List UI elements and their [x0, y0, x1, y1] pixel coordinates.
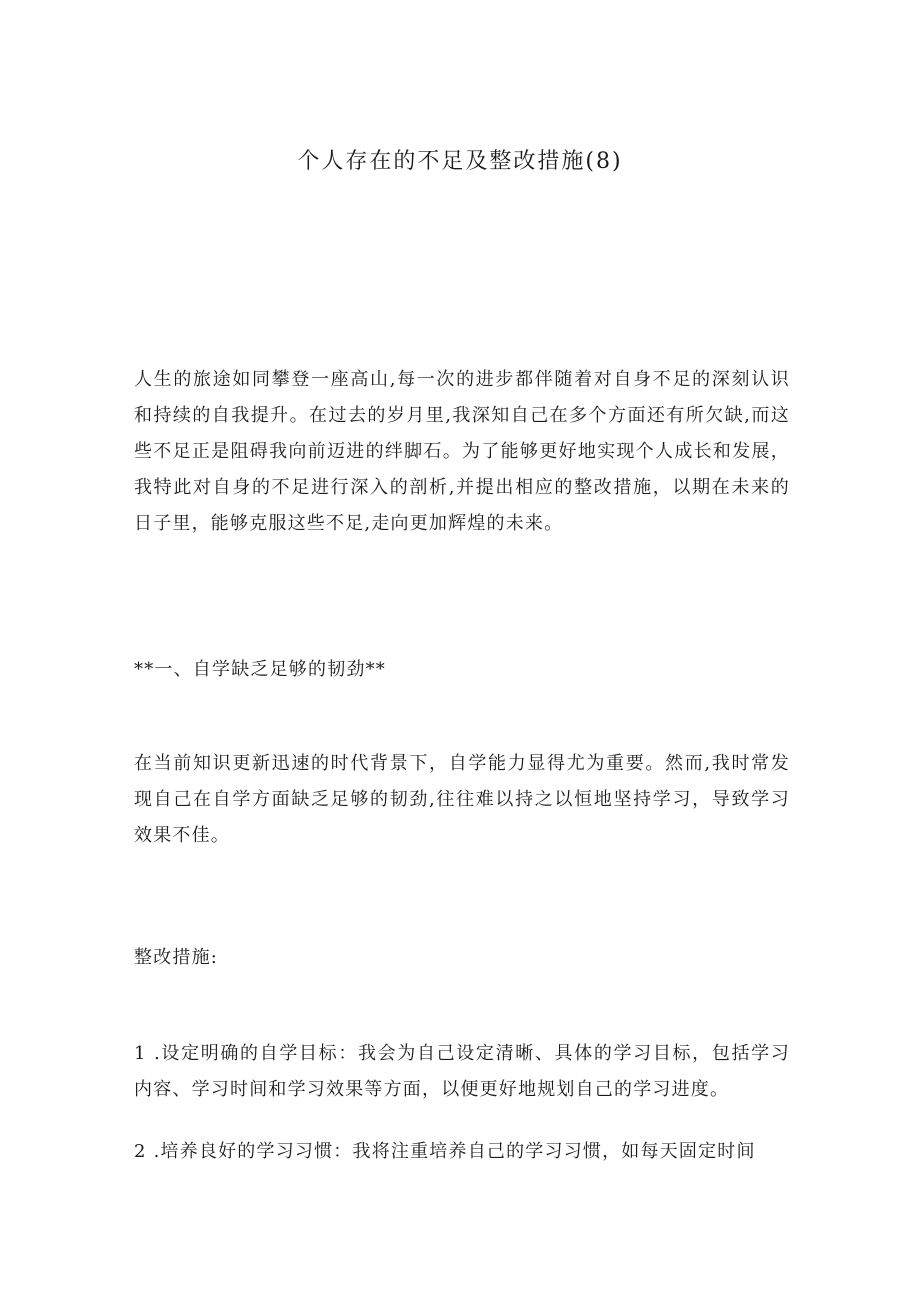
section-heading: **一、自学缺乏足够的韧劲**: [134, 659, 386, 680]
section-body-paragraph: 在当前知识更新迅速的时代背景下，自学能力显得尤为重要。然而,我时常发现自己在自学方面缺乏足够的韧劲,往往难以持之以恒地坚持学习，导致学习效果不佳。: [134, 753, 790, 846]
intro-paragraph: 人生的旅途如同攀登一座高山,每一次的进步都伴随着对自身不足的深刻认识和持续的自我提升。在过去的岁月里,我深知自己在多个方面还有所欠缺,而这些不足正是阻碍我向前迈进的绊脚石。为了能够更好地实现个人成长和发展，我特此对自身的不足进行深入的剖析,并提出相应的整改措施，以期在未来的日子里，能够克服这些不足,走向更加辉煌的未来。: [134, 369, 790, 534]
document-title: 个人存在的不足及整改措施(8): [297, 149, 623, 174]
measures-label: 整改措施:: [134, 947, 219, 968]
list-item: 1 .设定明确的自学目标：我会为自己设定清晰、具体的学习目标，包括学习内容、学习时间和学习效果等方面，以便更好地规划自己的学习进度。: [134, 1043, 790, 1100]
list-item: 2 .培养良好的学习习惯：我将注重培养自己的学习习惯，如每天固定时间: [134, 1141, 756, 1162]
